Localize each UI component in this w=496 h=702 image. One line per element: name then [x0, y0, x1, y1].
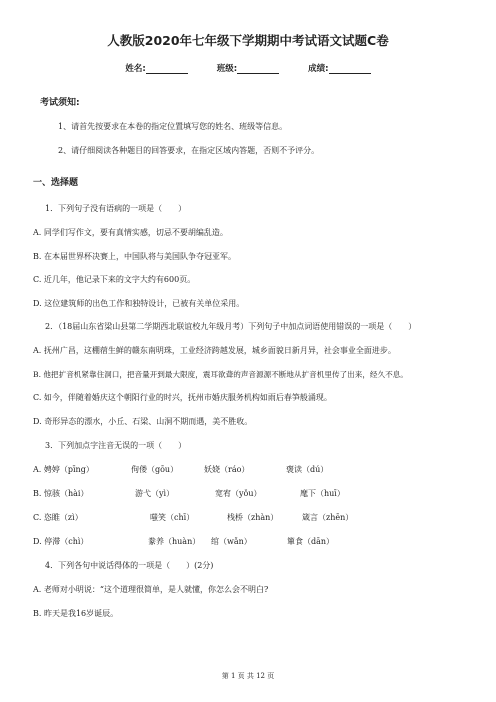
question-2-option-d: D. 奇形异态的漂水，小丘、石梁、山洞不期而遇，美不胜收。	[33, 417, 253, 426]
question-1-option-a: A. 同学们写作文，要有真情实感，切忌不要胡编乱造。	[33, 228, 228, 237]
question-4-option-b: B. 昨天是我16岁诞辰。	[33, 609, 119, 618]
class-blank	[237, 64, 279, 74]
pinyin-item: 嗤笑（chī）	[150, 513, 195, 522]
pinyin-item: D. 停滞（chì）	[33, 537, 89, 546]
pinyin-item: A. 娉婷（pīng）	[33, 465, 94, 474]
pinyin-item: 箴言（zhēn）	[302, 513, 354, 522]
score-blank	[329, 64, 371, 74]
question-2-stem: 2．（18届山东省梁山县第二学期西北联谊校九年级月考）下列句子中加点词语使用错误的一项是（ ）	[45, 322, 417, 331]
page-title: 人教版2020年七年级下学期期中考试语文试题C卷	[107, 33, 389, 48]
question-1-option-c: C. 近几年，他记录下来的文字大约有600页。	[33, 275, 196, 284]
pinyin-item: 宽宥（yǒu）	[215, 489, 262, 498]
pinyin-item: 妖娆（ráo）	[204, 465, 250, 474]
student-info	[0, 62, 496, 74]
pinyin-item: 绾（wǎn）	[211, 537, 252, 546]
question-4-stem: 4．下列各句中说话得体的一项是（ ）(2分)	[45, 561, 214, 570]
question-1-option-b: B. 在本届世界杯决赛上，中国队将与美国队争夺冠亚军。	[33, 252, 236, 261]
score-label: 成绩:	[308, 64, 329, 74]
question-1-option-d: D. 这位建筑师的出色工作和独特设计，已被有关单位采用。	[33, 299, 245, 308]
notice-heading: 考试须知:	[40, 98, 80, 108]
pinyin-item: 游弋（yì）	[135, 489, 175, 498]
question-1-stem: 1．下列句子没有语病的一项是（ ）	[45, 204, 187, 213]
pinyin-item: 栈桥（zhàn）	[227, 513, 279, 522]
name-blank	[146, 64, 188, 74]
question-3-stem: 3．下列加点字注音无误的一项（ ）	[45, 441, 187, 450]
question-2-option-a: A. 抚州广昌，这棚蓿生鲜的赣东南明珠，工业经济跨越发展，城乡面貌日新月异，社会事业全面进步。	[33, 346, 396, 355]
pinyin-item: 豢养（huàn）	[148, 537, 201, 546]
pinyin-item: 褒读（dú）	[286, 465, 329, 474]
class-label: 班级:	[216, 64, 238, 74]
pinyin-item: 簞食（dān）	[287, 537, 335, 546]
page-footer: 第 1 页 共 12 页	[221, 672, 275, 680]
question-2-option-c: C. 如今，伴随着婚庆这个朝阳行业的时兴，抚州市婚庆服务机构如雨后春笋般涌现。	[33, 393, 332, 402]
class-field	[217, 62, 279, 74]
score-field	[308, 62, 370, 74]
notice-item: 1、请首先按要求在本卷的指定位置填写您的姓名、班级等信息。	[58, 122, 288, 131]
name-field	[125, 62, 187, 74]
notice-item: 2、请仔细阅读各种题目的回答要求，在指定区域内答题，否则不予评分。	[58, 146, 320, 155]
section-heading: 一、选择题	[33, 178, 79, 188]
question-4-option-a: A. 老师对小明说：“这个道理很简单，是人就懂，你怎么会不明白?	[33, 585, 269, 594]
question-2-option-b: B. 他把扩音机紧靠住洞口，把音量开到最大限度，震耳欲聋的声音源源不断地从扩音机里传了出来，经久不息。	[33, 370, 408, 379]
pinyin-item: 佝偻（gōu）	[131, 465, 179, 474]
pinyin-item: C. 恣睢（zì）	[33, 513, 83, 522]
name-label: 姓名:	[125, 64, 146, 74]
pinyin-item: B. 惊骇（hài）	[33, 489, 89, 498]
pinyin-item: 麾下（huī）	[300, 489, 345, 498]
